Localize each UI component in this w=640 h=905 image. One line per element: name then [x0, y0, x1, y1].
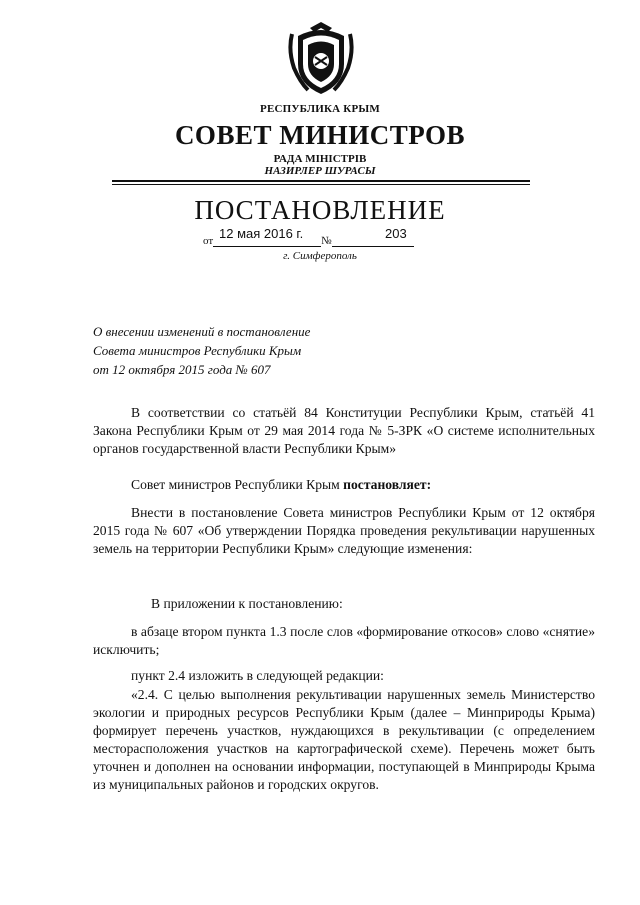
resolves-keyword: постановляет: [343, 477, 432, 492]
decree-title: ПОСТАНОВЛЕНИЕ [194, 195, 446, 225]
paragraph-basis: В соответствии со статьёй 84 Конституции Республики Крым, статьёй 41 Закона Республики Крым от 29 мая 2014 года № 5-ЗРК «О системе исполнительных органов государственной власти Республики Крым» [93, 405, 595, 456]
decree-subject [93, 322, 310, 379]
decree-number: 203 [385, 226, 407, 241]
decree-date: 12 мая 2016 г. [219, 226, 304, 241]
coat-of-arms-emblem [286, 20, 356, 98]
subject-line-2: Совета министров Республики Крым [93, 343, 302, 358]
from-label: от [203, 235, 214, 247]
header-rule-thin [112, 184, 530, 185]
paragraph-resolves: Совет министров Республики Крым постановляет: [131, 477, 432, 492]
council-name-crh: НАЗИРЛЕР ШУРАСЫ [264, 165, 376, 177]
paragraph-amend: Внести в постановление Совета министров Республики Крым от 12 октября 2015 года № 607 «Об утверждении Порядка проведения рекультивации нарушенных земель на территории Республики Крым» следующие изменения: [93, 505, 595, 556]
paragraph-item-2-4-text: «2.4. С целью выполнения рекультивации нарушенных земель Министерство экологии и природных ресурсов Республики Крым (далее – Минприроды Крыма) формирует перечень участков, нуждающихся в рекультивации (с определением месторасположения участков на картографической схеме). Перечень может быть уточнен и дополнен на основании информации, поступающей в Минприроды Крыма из муниципальных районов и городских округов. [93, 687, 595, 792]
header-rule-thick [112, 180, 530, 182]
subject-line-1: О внесении изменений в постановление [93, 324, 311, 339]
republic-name: РЕСПУБЛИКА КРЫМ [260, 103, 380, 115]
city-name: г. Симферополь [283, 250, 357, 262]
paragraph-annex: В приложении к постановлению: [151, 596, 343, 611]
council-name: СОВЕТ МИНИСТРОВ [174, 120, 466, 150]
number-label: № [321, 235, 332, 247]
paragraph-item-1-3: в абзаце втором пункта 1.3 после слов «формирование откосов» слово «снятие» исключить; [93, 624, 595, 657]
subject-line-3: от 12 октября 2015 года № 607 [93, 362, 271, 377]
council-name-ua: РАДА МІНІСТРІВ [273, 153, 367, 165]
paragraph-item-2-4-intro: пункт 2.4 изложить в следующей редакции: [131, 668, 384, 683]
